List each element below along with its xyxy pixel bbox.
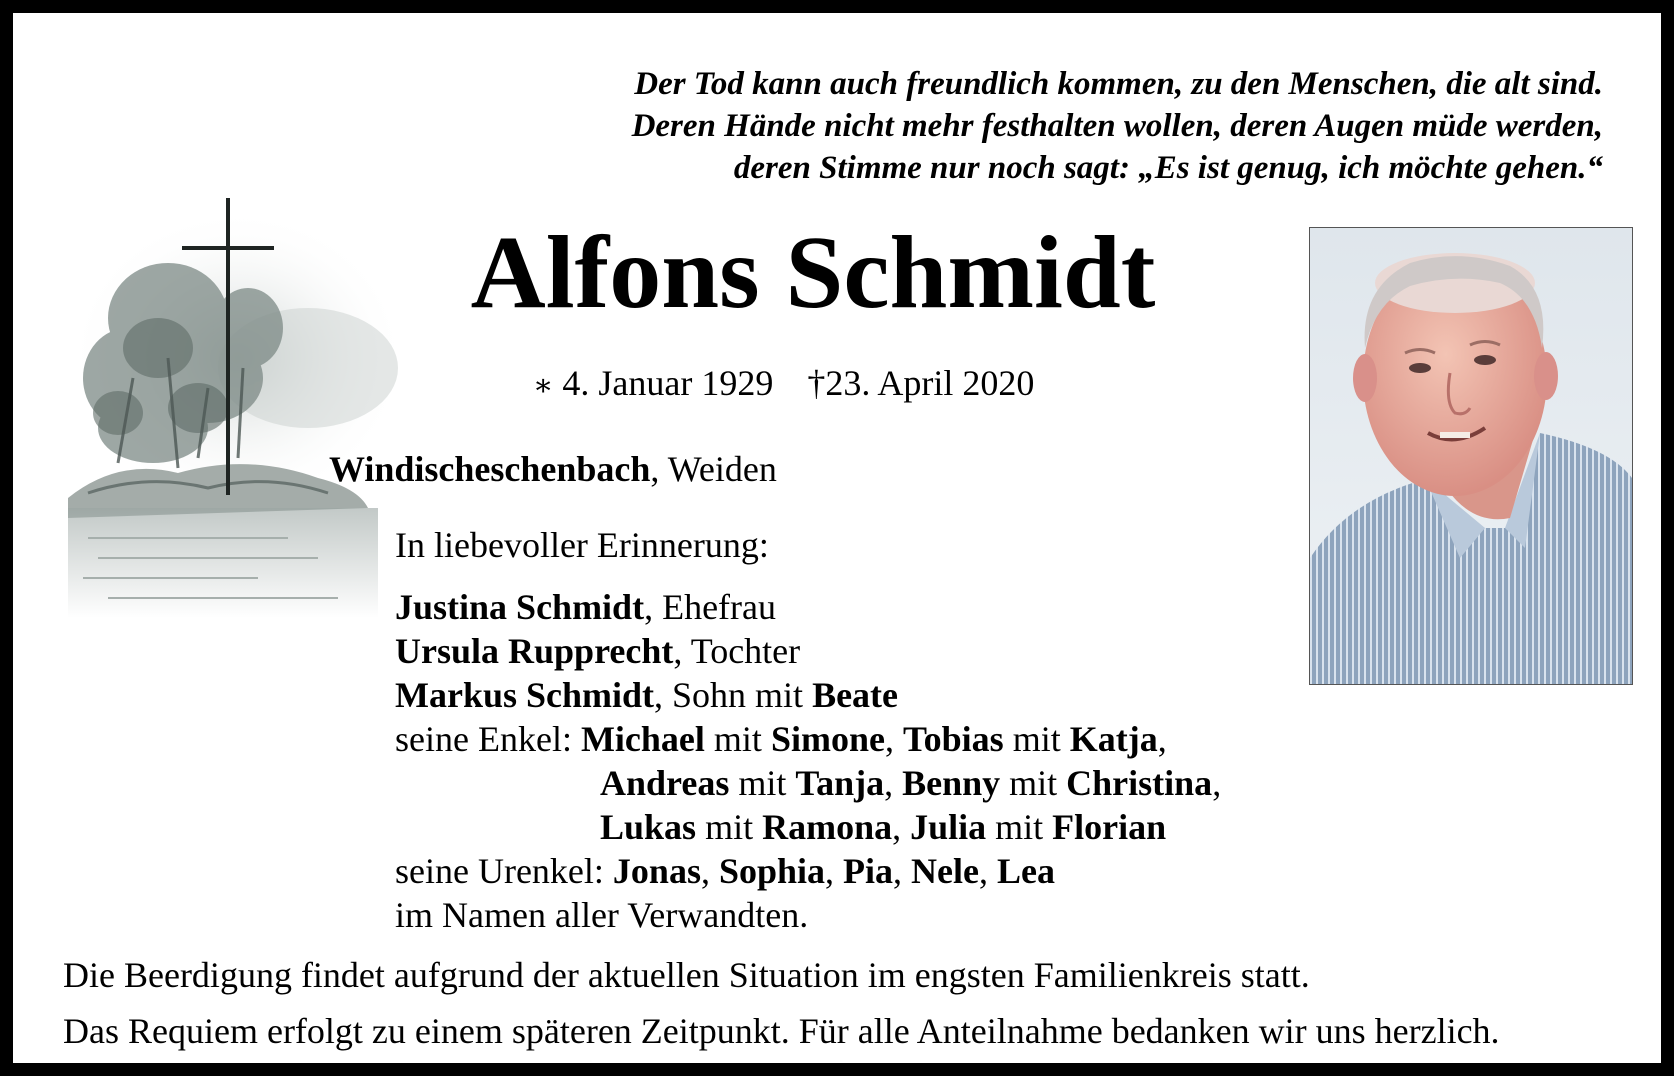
quote-line-1: Der Tod kann auch freundlich kommen, zu den Menschen, die alt sind.	[634, 66, 1603, 102]
portrait-photo	[1309, 227, 1633, 685]
mourner-partner: Beate	[812, 675, 899, 715]
grandchild-name: Julia	[910, 807, 987, 847]
mourner-name: Justina Schmidt	[395, 587, 645, 627]
death-cross-icon: †	[807, 363, 826, 403]
separator: ,	[979, 851, 997, 891]
connector: mit	[696, 807, 763, 847]
quote-line-2: Deren Hände nicht mehr festhalten wollen, deren Augen müde werden,	[631, 108, 1603, 144]
separator: ,	[825, 851, 844, 891]
great-grandchild-name: Nele	[911, 851, 979, 891]
grandchild-partner: Florian	[1052, 807, 1167, 847]
birth-star-icon: ∗	[533, 369, 554, 402]
grandchildren-label: seine Enkel:	[395, 719, 581, 759]
place	[329, 447, 777, 491]
grandchild-partner: Simone	[770, 719, 885, 759]
mourner-line	[395, 585, 1221, 629]
great-grandchild-name: Jonas	[612, 851, 701, 891]
mourners-list	[395, 523, 1221, 937]
birth-date: 4. Januar 1929	[562, 363, 774, 403]
grandchild-name: Tobias	[902, 719, 1004, 759]
grandchild-name: Benny	[902, 763, 1001, 803]
mourner-line	[395, 629, 1221, 673]
grandchild-name: Michael	[580, 719, 705, 759]
mourner-line	[395, 673, 1221, 717]
connector: mit	[729, 763, 796, 803]
great-grandchild-name: Pia	[843, 851, 894, 891]
quote-line-3: deren Stimme nur noch sagt: „Es ist genug, ich möchte gehen.“	[733, 150, 1603, 186]
requiem-notice: Das Requiem erfolgt zu einem späteren Zeitpunkt. Für alle Anteilnahme bedanken wir uns herzlich.	[63, 1011, 1500, 1051]
connector: mit	[1003, 719, 1070, 759]
place-town: Windischeschenbach	[329, 449, 651, 489]
separator: ,	[1157, 719, 1167, 759]
separator: ,	[893, 851, 912, 891]
death-date: 23. April 2020	[825, 363, 1035, 403]
grandchild-partner: Katja	[1069, 719, 1158, 759]
funeral-notice: Die Beerdigung findet aufgrund der aktuellen Situation im engsten Familienkreis statt.	[63, 955, 1310, 995]
mourner-relation: , Sohn mit	[654, 675, 813, 715]
separator: ,	[892, 807, 911, 847]
deceased-name: Alfons Schmidt	[470, 215, 1156, 330]
great-grandchild-name: Lea	[997, 851, 1055, 891]
separator: ,	[1212, 763, 1222, 803]
closing-line: im Namen aller Verwandten.	[395, 895, 809, 935]
connector: mit	[1000, 763, 1067, 803]
quote	[403, 63, 1603, 189]
grandchildren-line	[395, 717, 1221, 761]
mourner-name: Ursula Rupprecht	[395, 631, 674, 671]
grandchildren-line	[395, 761, 1221, 805]
footer-notice	[63, 947, 1500, 1059]
separator: ,	[884, 719, 903, 759]
grandchild-partner: Tanja	[795, 763, 885, 803]
grandchild-partner: Ramona	[762, 807, 893, 847]
great-grandchildren-line	[395, 849, 1221, 893]
mourners-intro: In liebevoller Erinnerung:	[395, 525, 769, 565]
separator: ,	[700, 851, 719, 891]
grandchild-name: Andreas	[600, 763, 730, 803]
mourner-name: Markus Schmidt	[395, 675, 655, 715]
great-grandchild-name: Sophia	[718, 851, 826, 891]
grandchild-name: Lukas	[600, 807, 697, 847]
separator: ,	[884, 763, 903, 803]
connector: mit	[986, 807, 1053, 847]
mourner-relation: , Tochter	[673, 631, 801, 671]
great-grandchildren-label: seine Urenkel:	[395, 851, 613, 891]
life-dates	[533, 361, 1034, 408]
grandchild-partner: Christina	[1066, 763, 1213, 803]
place-rest: , Weiden	[650, 449, 777, 489]
connector: mit	[704, 719, 771, 759]
mourner-relation: , Ehefrau	[644, 587, 777, 627]
grandchildren-line	[395, 805, 1221, 849]
cross-landscape-illustration	[58, 198, 418, 658]
